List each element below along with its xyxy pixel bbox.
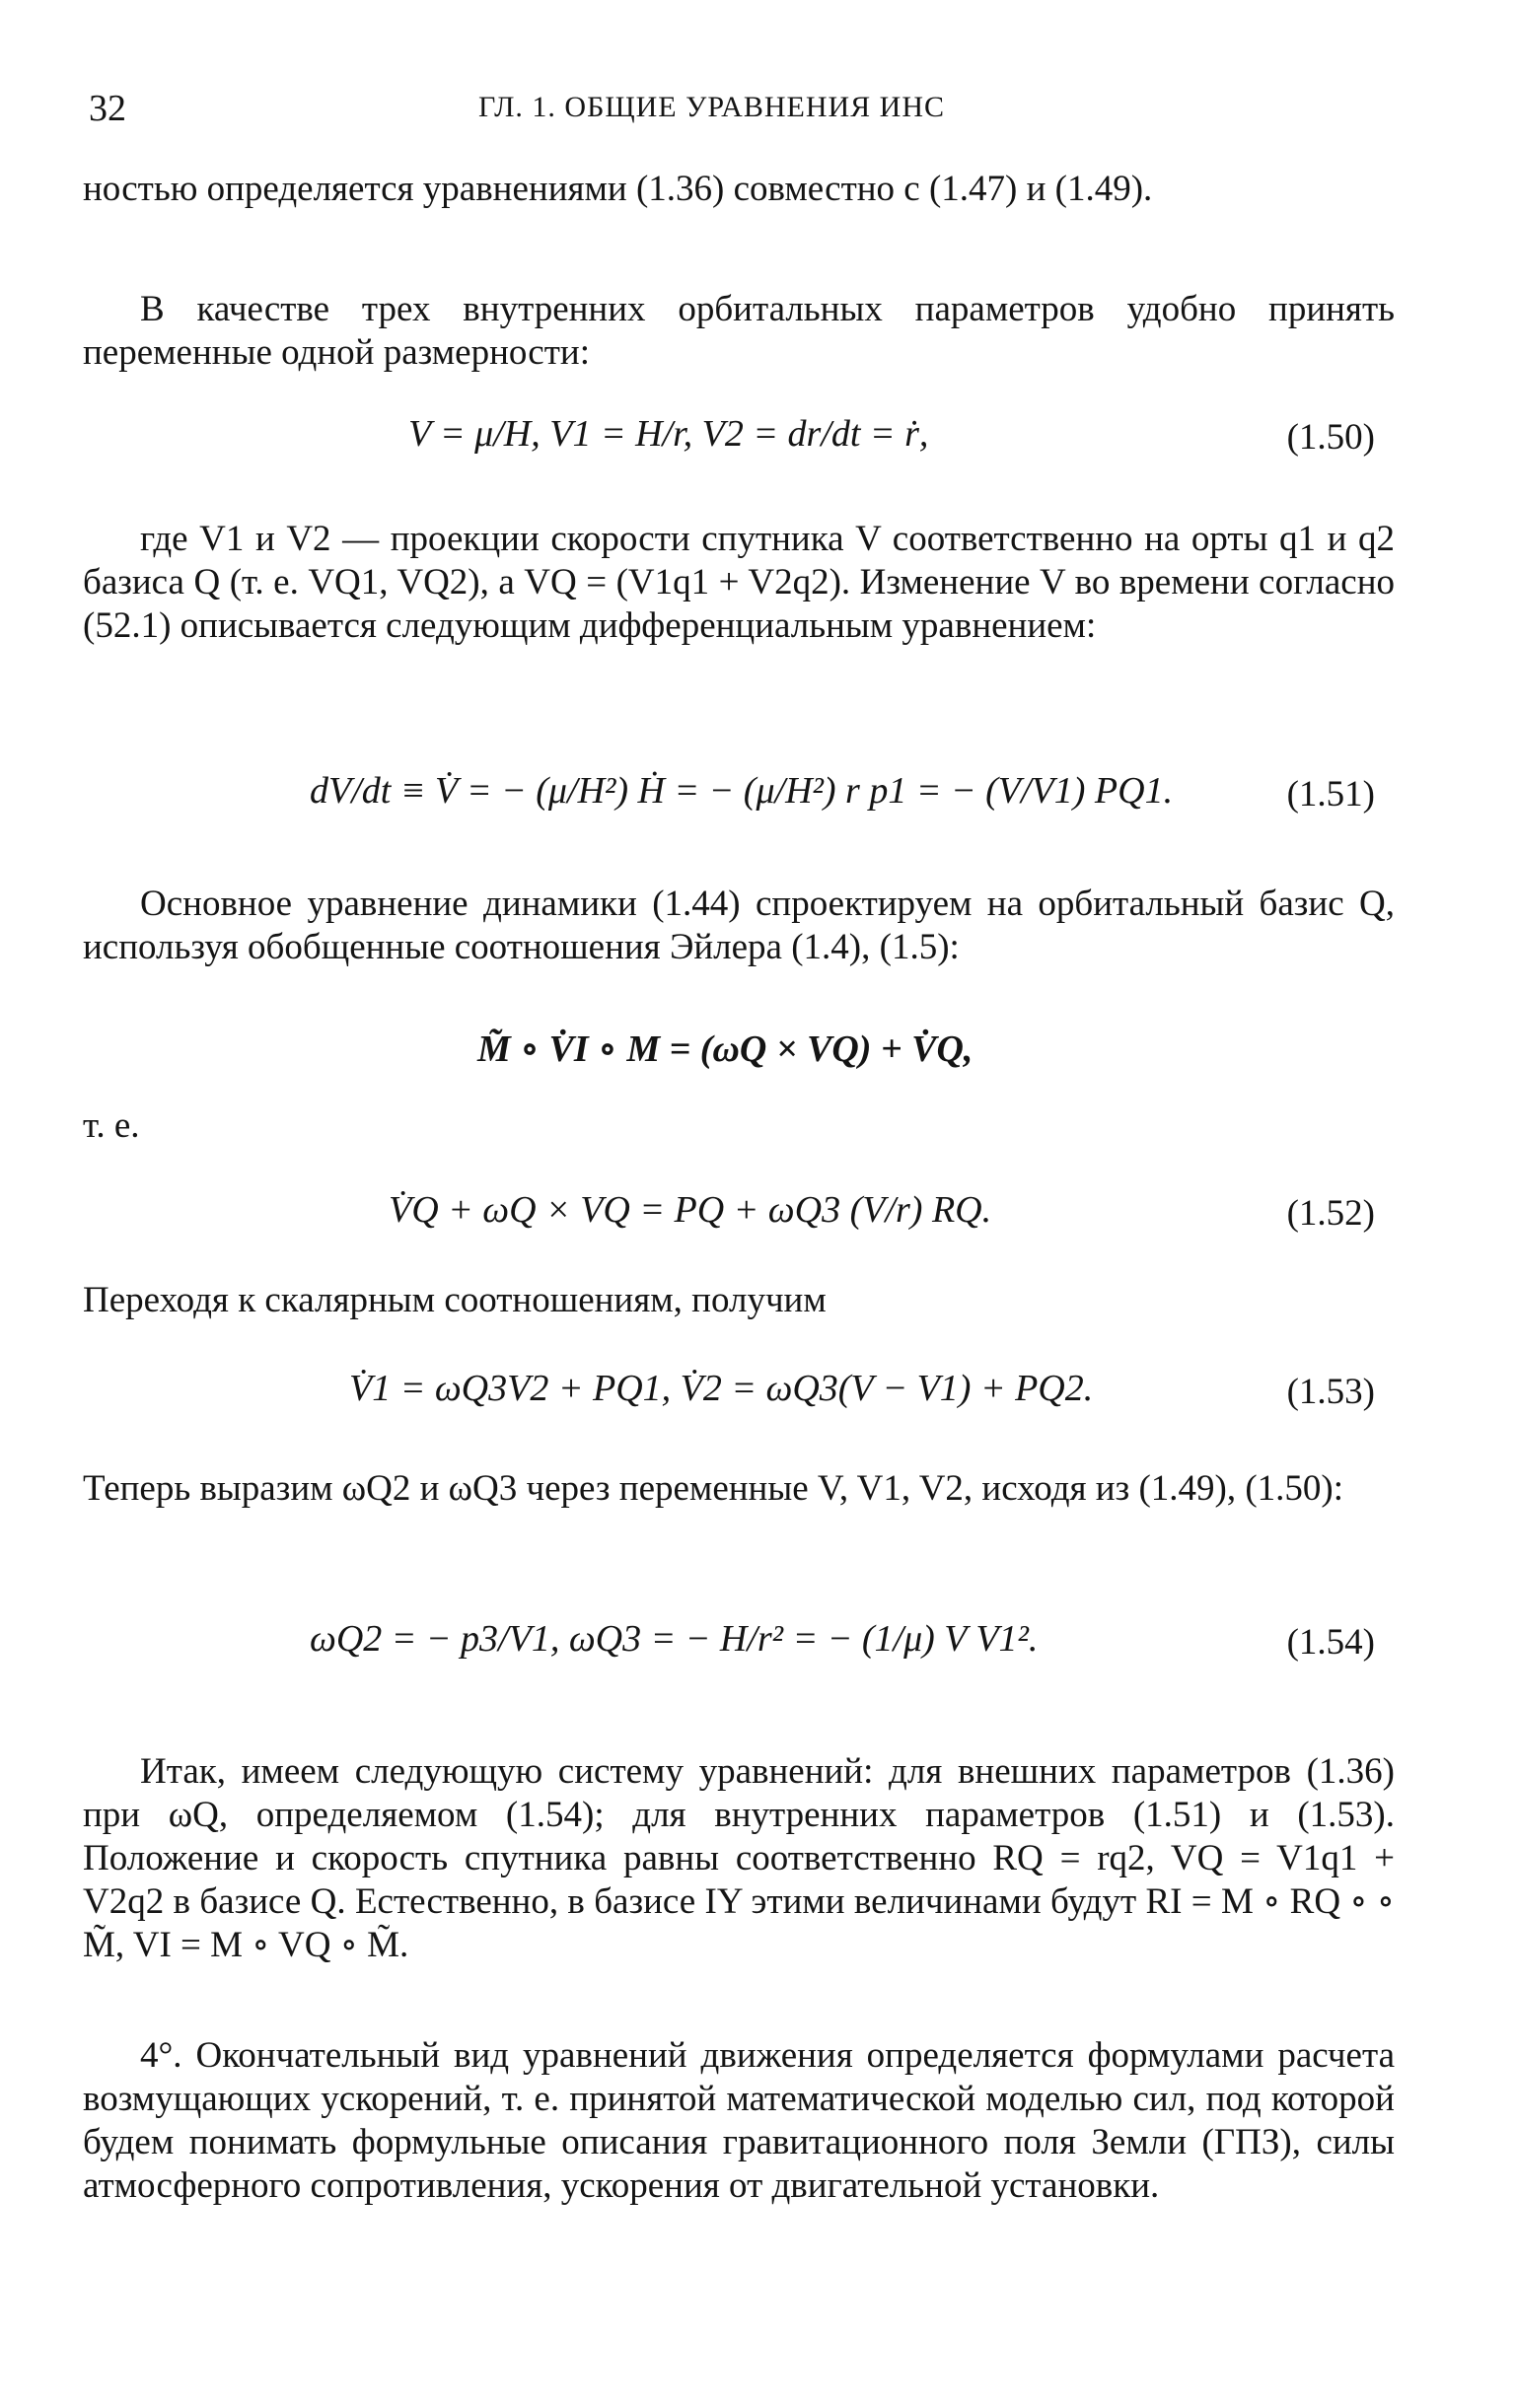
equation-1-50 [83,412,1395,491]
paragraph-1: ностью определяется уравнениями (1.36) совместно с (1.47) и (1.49). [83,169,1153,209]
equation-1-51 [83,769,1395,848]
equation-euler [83,1026,1395,1104]
equation-1-52 [83,1188,1395,1267]
equation-formula: ωQ2 = − p3/V1, ωQ3 = − H/r² = − (1/μ) V V1². [310,1618,1039,1660]
paragraph-4: Основное уравнение динамики (1.44) спроектируем на орбитальный базис Q, используя обобщенные соотношения Эйлера (1.4), (1.5): [83,884,1395,967]
page-header [89,87,1401,136]
paragraph-5: т. е. [83,1105,140,1146]
paragraph-7: Теперь выразим ωQ2 и ωQ3 через переменные V, V1, V2, исходя из (1.49), (1.50): [83,1468,1344,1509]
equation-number: (1.51) [1286,774,1375,814]
paragraph-6: Переходя к скалярным соотношениям, получим [83,1280,827,1320]
equation-number: (1.54) [1286,1622,1375,1663]
equation-number: (1.50) [1286,417,1375,458]
equation-formula: V̇1 = ωQ3V2 + PQ1, V̇2 = ωQ3(V − V1) + PQ2. [349,1368,1094,1409]
equation-formula: V = μ/H, V1 = H/r, V2 = dr/dt = ṙ, [408,413,929,455]
paragraph-3: где V1 и V2 — проекции скорости спутника V соответственно на орты q1 и q2 базиса Q (т. е. VQ1, VQ2), а VQ = (V1q1 + V2q2). Изменение V во времени согласно (52.1) описывается следующим дифференциальным уравнением: [83,519,1395,646]
equation-formula: dV/dt ≡ V̇ = − (μ/H²) Ḣ = − (μ/H²) r p1 = − (V/V1) PQ1. [310,770,1174,812]
paragraph-9: 4°. Окончательный вид уравнений движения определяется формулами расчета возмущающих ускорений, т. е. принятой математической моделью сил, под которой будем понимать формульные описания гравитационного поля Земли (ГПЗ), силы атмосферного сопротивления, ускорения от двигательной установки. [83,2035,1395,2206]
equation-formula: V̇Q + ωQ × VQ = PQ + ωQ3 (V/r) RQ. [389,1189,992,1231]
paragraph-8: Итак, имеем следующую систему уравнений: для внешних параметров (1.36) при ωQ, определяемом (1.54); для внутренних параметров (1.51) и (1.53). Положение и скорость спутника равны соответственно RQ = rq2, VQ = V1q1 + V2q2 в базисе Q. Естественно, в базисе IΥ этими величинами будут RI = M ∘ RQ ∘ ∘ M̃, VI = M ∘ VQ ∘ M̃. [83,1751,1395,1965]
equation-1-54 [83,1617,1395,1696]
equation-formula: M̃ ∘ V̇I ∘ M = (ωQ × VQ) + V̇Q, [477,1028,974,1070]
running-title: ГЛ. 1. ОБЩИЕ УРАВНЕНИЯ ИНС [478,91,946,123]
page-number: 32 [89,88,126,129]
equation-number: (1.53) [1286,1372,1375,1412]
equation-1-53 [83,1367,1395,1446]
paragraph-2: В качестве трех внутренних орбитальных параметров удобно принять переменные одной размерности: [83,289,1395,373]
equation-number: (1.52) [1286,1193,1375,1234]
